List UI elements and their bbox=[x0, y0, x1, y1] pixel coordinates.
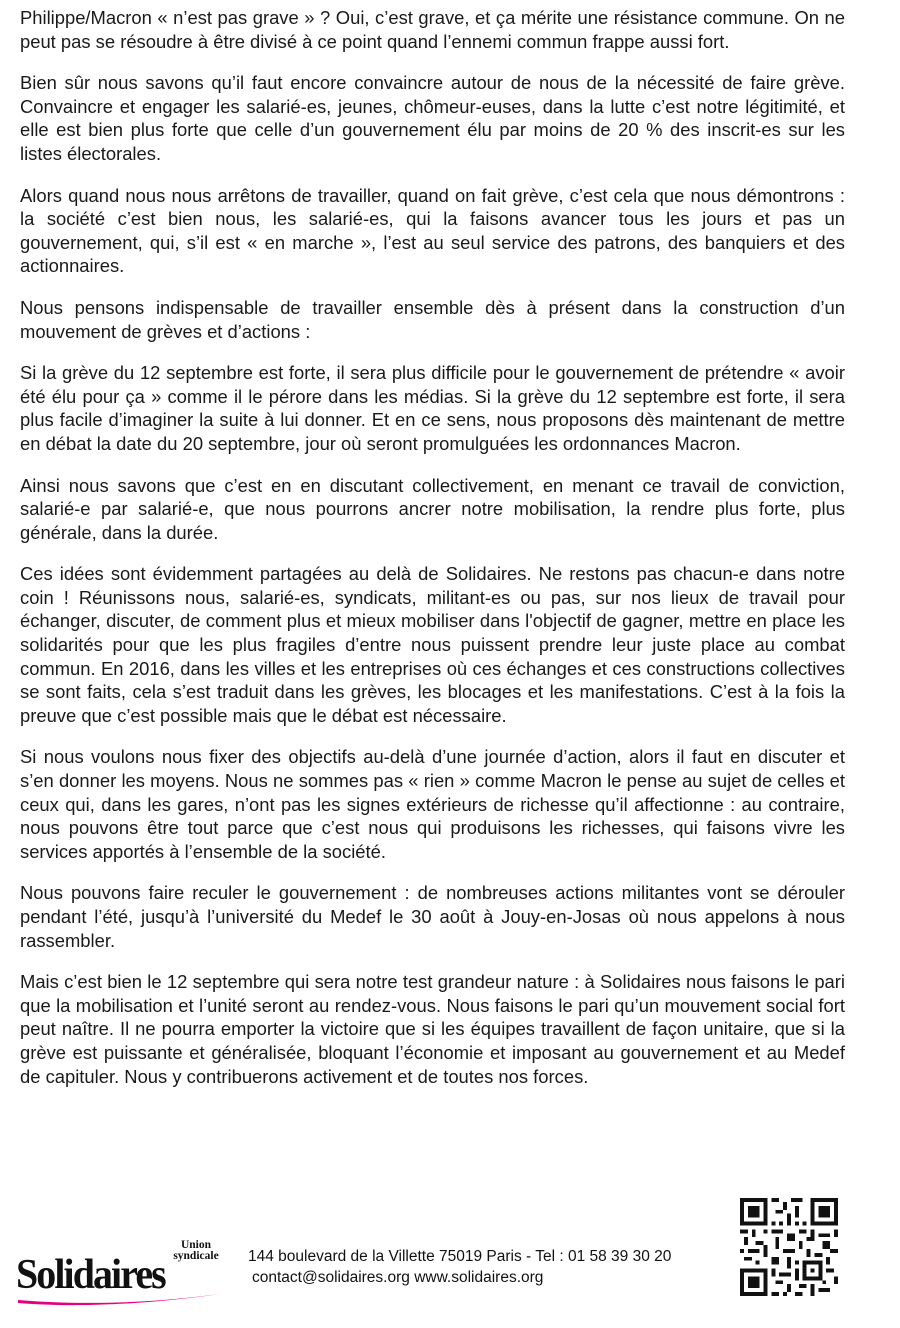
article-body bbox=[20, 6, 845, 1106]
contact-info bbox=[248, 1246, 671, 1288]
paragraph: Nous pouvons faire reculer le gouvernement : de nombreuses actions militantes vont se dérouler pendant l’été, jusqu’à l’université du Medef le 30 août à Jouy-en-Josas où nous appelons à nous rassembler. bbox=[20, 882, 845, 951]
address-line: 144 boulevard de la Villette 75019 Paris - Tel : 01 58 39 30 20 bbox=[248, 1248, 672, 1265]
paragraph: Si la grève du 12 septembre est forte, il sera plus difficile pour le gouvernement de prétendre « avoir été élu pour ça » comme il le pérore dans les médias. Si la grève du 12 septembre est forte, il sera plus facile d’imaginer la suite à lui donner. Et en ce sens, nous proposons dès maintenant de mettre en débat la date du 20 septembre, jour où seront promulguées les ordonnances Macron. bbox=[20, 362, 845, 454]
logo-wordmark: Solidaires bbox=[16, 1252, 165, 1298]
paragraph: Ainsi nous savons que c’est en en discutant collectivement, en menant ce travail de conviction, salarié-e par salarié-e, que nous pourrons ancrer notre mobilisation, la rendre plus forte, plus générale, dans la durée. bbox=[20, 474, 845, 543]
logo-union-label: Union syndicale bbox=[173, 1239, 219, 1262]
paragraph: Bien sûr nous savons qu’il faut encore convaincre autour de nous de la nécessité de faire grève. Convaincre et engager les salarié-es, jeunes, chômeur-euses, dans la lutte c’est notre légitimité, et elle est bien plus forte que celle d’un gouvernement élu par moins de 20 % des inscrit-es sur les listes électorales. bbox=[20, 72, 845, 164]
paragraph: Philippe/Macron « n’est pas grave » ? Oui, c’est grave, et ça mérite une résistance commune. On ne peut pas se résoudre à être divisé à ce point quand l’ennemi commun frappe aussi fort. bbox=[20, 7, 845, 52]
logo-swoosh-icon bbox=[16, 1292, 221, 1308]
paragraph: Nous pensons indispensable de travailler ensemble dès à présent dans la construction d’un mouvement de grèves et d’actions : bbox=[20, 296, 845, 342]
footer bbox=[0, 1190, 900, 1328]
paragraph: Alors quand nous nous arrêtons de travailler, quand on fait grève, c’est cela que nous démontrons : la société c’est bien nous, les salarié-es, qui la faisons avancer tous les jours et pas un gouvernement, qui, s’il est « en marche », l’est au seul service des patrons, des banquiers et des actionnaires. bbox=[20, 184, 845, 277]
paragraph: Mais c’est bien le 12 septembre qui sera notre test grandeur nature : à Solidaires nous faisons le pari que la mobilisation et l’unité seront au rendez-vous. Nous faisons le pari qu’un mouvement social fort peut naître. Il ne pourra emporter la victoire que si les équipes travaillent de façon unitaire, que si la grève est puissante et généralisée, bloquant l’économie et imposant au gouvernement et au Medef de capituler. Nous y contribuerons activement et de toutes nos forces. bbox=[20, 971, 845, 1087]
qr-code-icon bbox=[740, 1198, 838, 1296]
paragraph: Ces idées sont évidemment partagées au delà de Solidaires. Ne restons pas chacun-e dans notre coin ! Réunissons nous, salarié-es, syndicats, militant-es ou pas, sur nos lieux de travail pour échanger, discuter, de comment plus et mieux mobiliser dans l'objectif de gagner, mettre en place les solidarités pour que les plus fragiles d’entre nous puissent prendre leur juste place au combat commun. En 2016, dans les villes et les entreprises où ces échanges et ces constructions collectives se sont faits, cela s’est traduit dans les grèves, les blocages et les manifestations. C’est à la fois la preuve que c’est possible mais que le débat est nécessaire. bbox=[20, 563, 845, 726]
web-contact-line: contact@solidaires.org www.solidaires.org bbox=[252, 1269, 544, 1286]
paragraph: Si nous voulons nous fixer des objectifs au-delà d’une journée d’action, alors il faut en discuter et s’en donner les moyens. Nous ne sommes pas « rien » comme Macron le pense au sujet de celles et ceux qui, dans les gares, n’ont pas les signes extérieurs de richesse qu’il affectionne : au contraire, nous pouvons être tout parce que c’est nous qui produisons les richesses, qui faisons vivre les services apportés à l’ensemble de la société. bbox=[20, 746, 845, 862]
solidaires-logo bbox=[16, 1240, 221, 1308]
